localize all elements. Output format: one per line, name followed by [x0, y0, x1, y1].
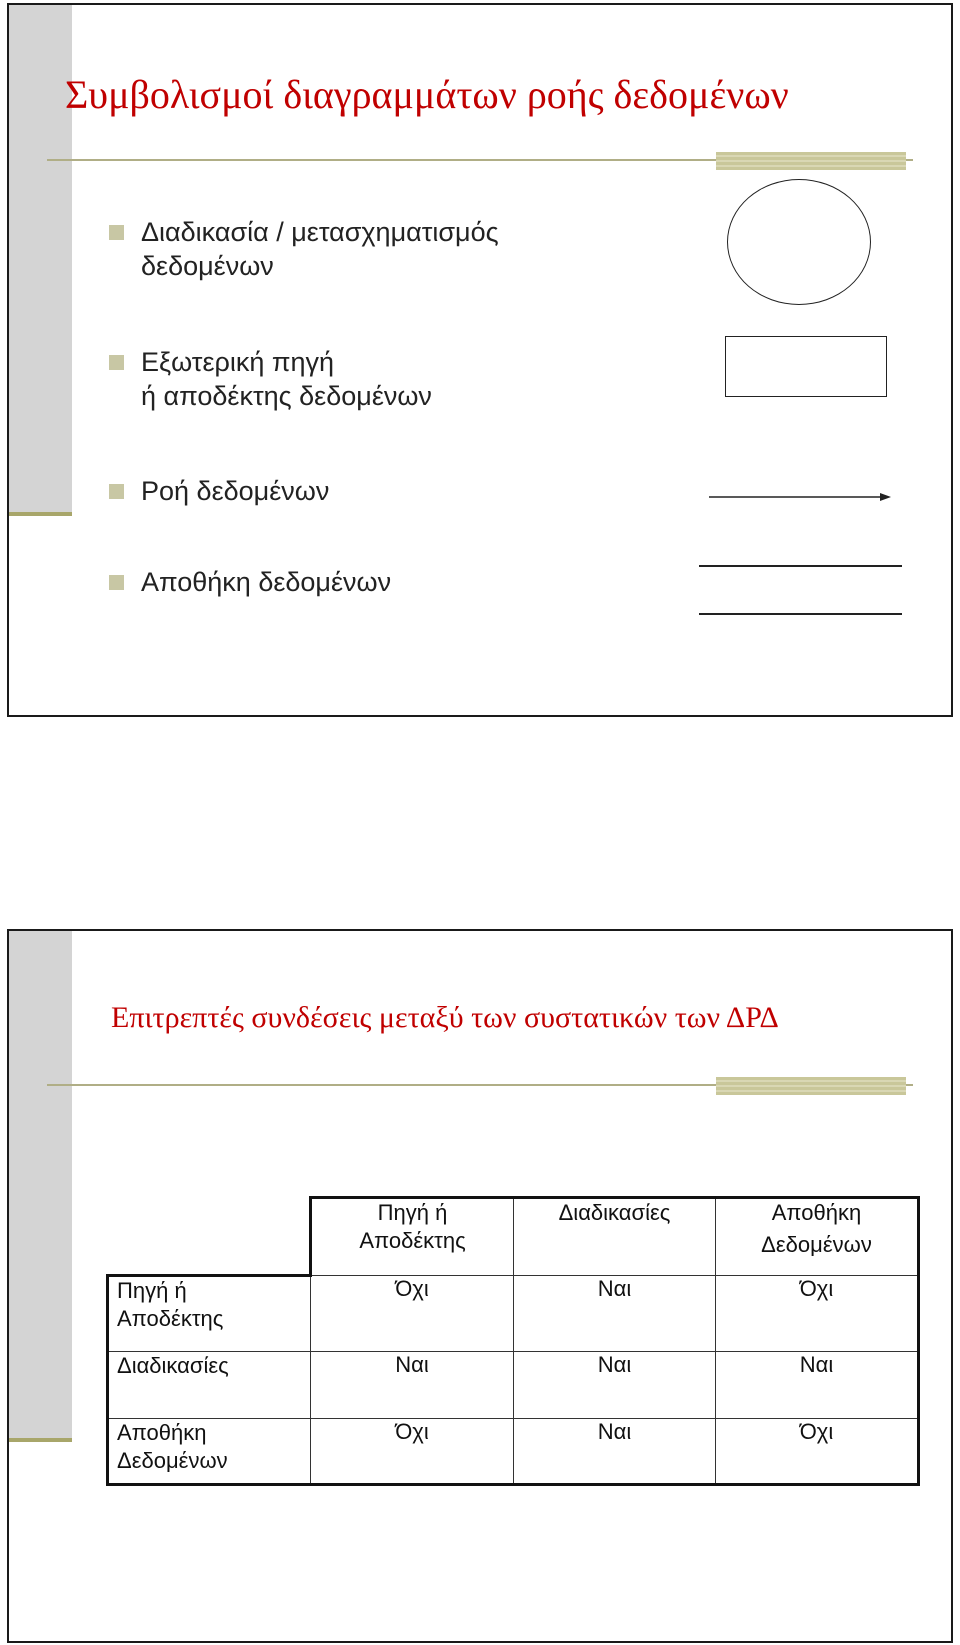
- bullet-external-entity: [109, 345, 432, 413]
- title-rule-accent: [716, 152, 906, 170]
- bullet-process: [109, 215, 499, 283]
- table-row-header: [108, 1352, 311, 1419]
- row-header-line1: Αποθήκη: [117, 1420, 207, 1445]
- column-header-line1: Πηγή ή: [377, 1200, 448, 1225]
- data-store-bottom-line: [699, 613, 902, 615]
- row-header-line1: Διαδικασίες: [117, 1353, 229, 1378]
- column-header-line1: Διαδικασίες: [558, 1200, 671, 1225]
- table-row-header: [108, 1419, 311, 1485]
- slide-title: Επιτρεπτές συνδέσεις μεταξύ των συστατικών των ΔΡΔ: [111, 1001, 779, 1034]
- bullet-text-line1: Αποθήκη δεδομένων: [141, 567, 392, 597]
- bullet-square-icon: [109, 575, 124, 590]
- slide-title: Συμβολισμοί διαγραμμάτων ροής δεδομένων: [65, 72, 789, 117]
- table-cell: Ναι: [311, 1352, 514, 1419]
- table-cell: Ναι: [716, 1352, 919, 1419]
- bullet-square-icon: [109, 225, 124, 240]
- table-row: [108, 1276, 919, 1352]
- table-cell: Όχι: [311, 1276, 514, 1352]
- bullet-square-icon: [109, 355, 124, 370]
- row-header-line2: Δεδομένων: [117, 1448, 228, 1473]
- table-column-header: [514, 1198, 716, 1276]
- table-cell: Όχι: [716, 1276, 919, 1352]
- bullet-text-line1: Διαδικασία / μετασχηματισμός: [141, 217, 499, 247]
- bullet-text-line2: ή αποδέκτης δεδομένων: [141, 381, 432, 411]
- sidebar-accent-line: [9, 512, 72, 516]
- bullet-data-store: [109, 565, 391, 599]
- bullet-text-line1: Ροή δεδομένων: [141, 476, 330, 506]
- table-row-header: [108, 1276, 311, 1352]
- row-header-line2: Αποδέκτης: [117, 1306, 224, 1331]
- slide-sidebar: [9, 5, 72, 512]
- table-column-header: [716, 1198, 919, 1276]
- table-cell: Όχι: [716, 1419, 919, 1485]
- bullet-square-icon: [109, 484, 124, 499]
- data-store-top-line: [699, 565, 902, 567]
- table-cell: Ναι: [514, 1352, 716, 1419]
- title-rule-accent: [716, 1077, 906, 1095]
- table-cell: Ναι: [514, 1419, 716, 1485]
- table-cell: Όχι: [311, 1419, 514, 1485]
- table-row: [108, 1352, 919, 1419]
- bullet-text-line1: Εξωτερική πηγή: [141, 347, 335, 377]
- table-header-row: [108, 1198, 919, 1276]
- table-row: [108, 1419, 919, 1485]
- table-cell: Ναι: [514, 1276, 716, 1352]
- bullet-text-line2: δεδομένων: [141, 251, 274, 281]
- data-flow-arrow-symbol: [709, 491, 891, 503]
- row-header-line1: Πηγή ή: [117, 1278, 187, 1303]
- slide-dfd-connections: [7, 929, 953, 1643]
- bullet-data-flow: [109, 474, 329, 508]
- slide-dfd-symbols: [7, 3, 953, 717]
- process-circle-symbol: [727, 179, 871, 305]
- column-header-line1: Αποθήκη: [771, 1200, 862, 1225]
- column-header-line2: Δεδομένων: [761, 1232, 872, 1257]
- table-column-header: [311, 1198, 514, 1276]
- external-entity-rectangle-symbol: [725, 336, 887, 397]
- table-corner-cell: [108, 1198, 311, 1276]
- slide-sidebar: [9, 931, 72, 1438]
- connections-table: [106, 1196, 920, 1486]
- column-header-line2: Αποδέκτης: [359, 1228, 466, 1253]
- sidebar-accent-line: [9, 1438, 72, 1442]
